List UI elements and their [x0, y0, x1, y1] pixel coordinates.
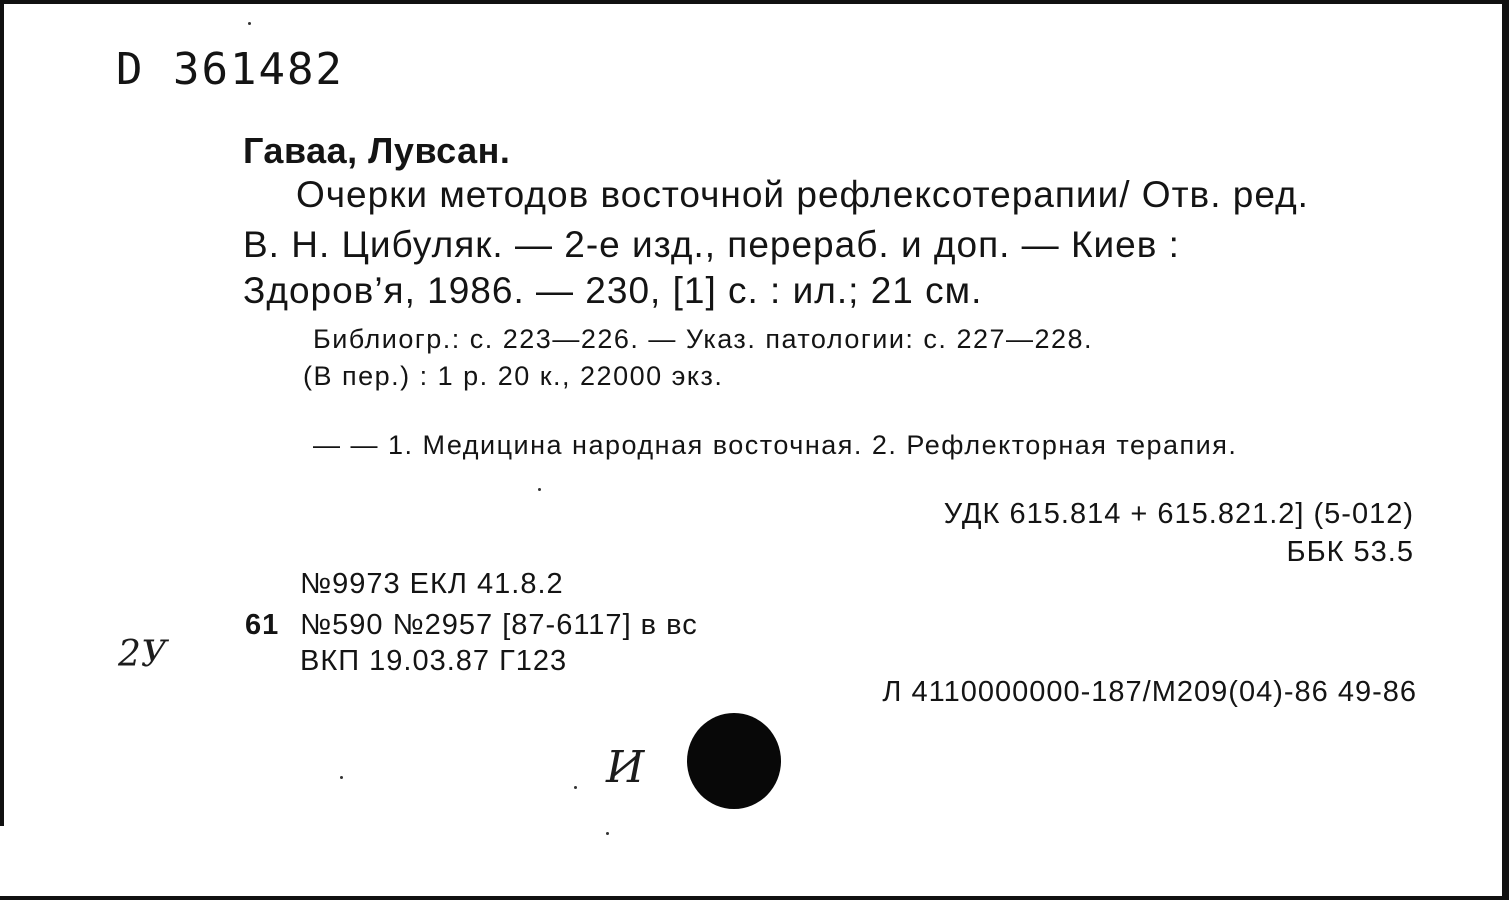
- card-border-top: [0, 0, 1509, 4]
- card-border-right: [1502, 0, 1509, 900]
- black-dot-stamp: [687, 713, 781, 809]
- description-line-1: Очерки методов восточной рефлексотерапии/ Отв. ред.: [296, 174, 1309, 215]
- bbk-classification: ББК 53.5: [1286, 536, 1414, 568]
- technical-line-1: №9973 ЕКЛ 41.8.2: [300, 568, 564, 600]
- udc-classification: УДК 615.814 + 615.821.2] (5-012): [943, 498, 1414, 530]
- description-line-2: В. Н. Цибуляк. — 2-е изд., перераб. и доп. — Киев :: [243, 224, 1180, 265]
- scan-speck: [340, 776, 343, 779]
- scan-speck: [574, 786, 577, 789]
- card-border-left: [0, 0, 4, 826]
- author-heading: Гаваа, Лувсан.: [243, 130, 511, 171]
- technical-line-2: №590 №2957 [87-6117] в вс: [300, 609, 698, 641]
- technical-line-3: ВКП 19.03.87 Г123: [300, 645, 568, 677]
- description-line-3: Здоров’я, 1986. — 230, [1] с. : ил.; 21 см.: [243, 270, 983, 311]
- scan-speck: [606, 832, 609, 835]
- scan-speck: [248, 22, 251, 25]
- card-border-bottom: [0, 896, 1509, 900]
- scan-speck: [538, 488, 541, 491]
- technical-line-2-prefix: 61: [245, 609, 280, 641]
- call-number: D 361482: [116, 44, 344, 95]
- publisher-code-line: Л 4110000000-187/М209(04)-86 49-86: [882, 676, 1417, 708]
- handwritten-mark: И: [606, 742, 645, 793]
- handwritten-margin-note: 2У: [118, 634, 167, 675]
- note-price: (В пер.) : 1 р. 20 к., 22000 экз.: [303, 361, 724, 391]
- subject-headings: — — 1. Медицина народная восточная. 2. Рефлекторная терапия.: [313, 430, 1238, 460]
- note-bibliography: Библиогр.: с. 223—226. — Указ. патологии: с. 227—228.: [313, 324, 1094, 354]
